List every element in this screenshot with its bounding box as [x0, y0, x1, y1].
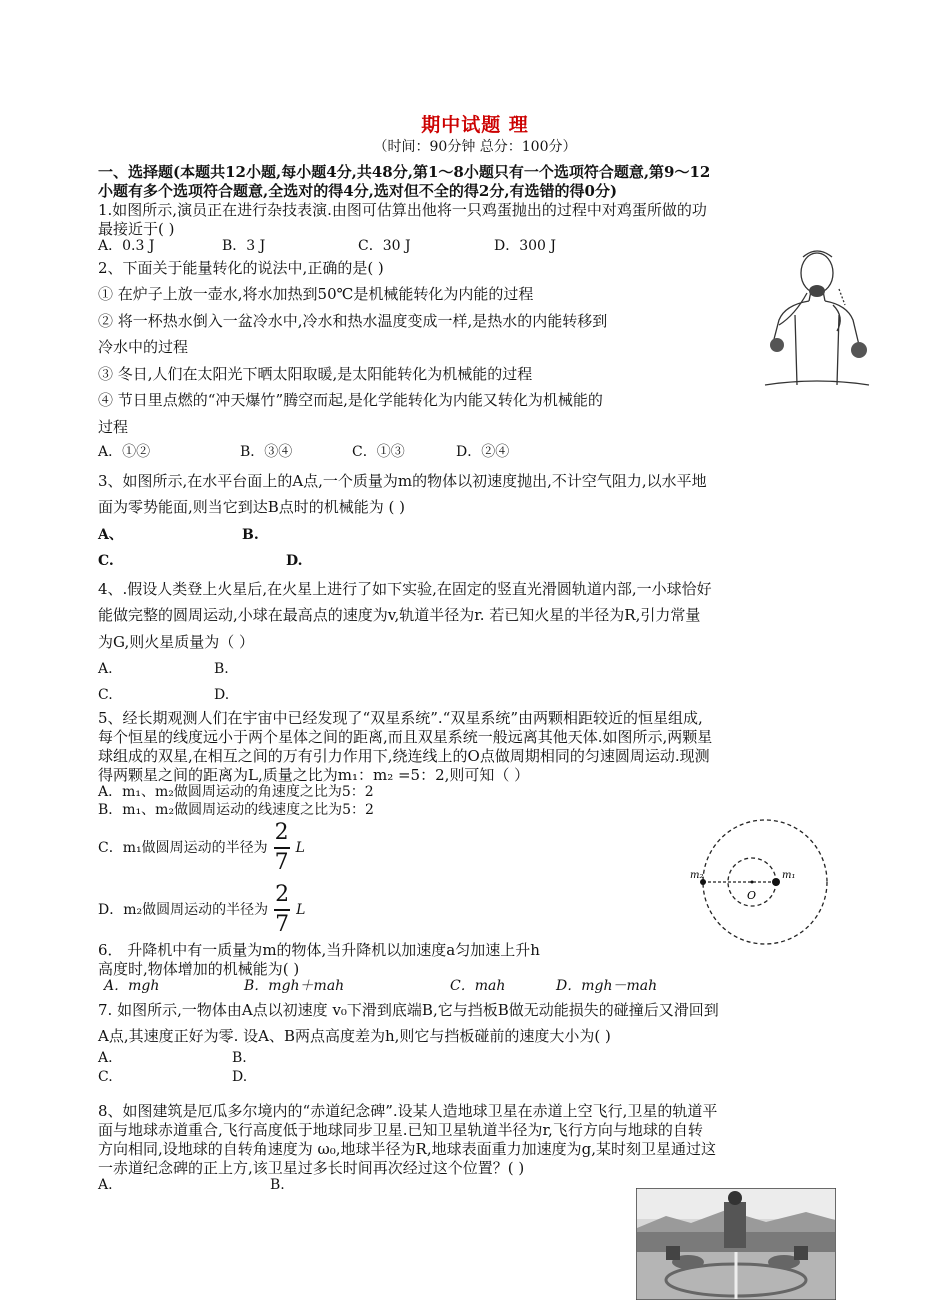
q2-option-d: D．②④	[456, 444, 510, 460]
q8-stem-line4: 一赤道纪念碑的正上方,该卫星过多长时间再次经过这个位置？( )	[98, 1159, 525, 1177]
q2-statement-1: ① 在炉子上放一壶水,将水加热到50℃是机械能转化为内能的过程	[98, 285, 534, 303]
page-title: 期中试题 理	[421, 114, 529, 136]
q3-stem-line2: 面为零势能面,则当它到达B点时的机械能为 ( )	[98, 498, 406, 516]
length-symbol: L	[296, 902, 306, 918]
fraction	[274, 821, 290, 875]
q4-stem-line2: 能做完整的圆周运动,小球在最高点的速度为v,轨道半径为r. 若已知火星的半径为R,引力常量	[98, 606, 701, 624]
q5-stem-line3: 球组成的双星,在相互之间的万有引力作用下,绕连线上的O点做周期相同的匀速圆周运动.现测	[98, 747, 710, 765]
m1-label: m₁	[782, 870, 796, 881]
q3-stem-line1: 3、如图所示,在水平台面上的A点,一个质量为m的物体以初速度抛出,不计空气阻力,以水平地	[98, 472, 707, 490]
q1-option-b: B．3 J	[222, 238, 266, 254]
q2-option-a: A．①②	[98, 444, 151, 460]
exam-info: （时间：90分钟 总分：100分）	[373, 139, 577, 155]
fraction-denominator: 7	[274, 849, 289, 875]
fraction-denominator: 7	[275, 911, 290, 937]
center-o-label: O	[747, 889, 757, 902]
fraction-numerator: 2	[274, 820, 289, 846]
q5-option-b: B．m₁、m₂做圆周运动的线速度之比为5：2	[98, 802, 374, 818]
q8-stem-line1: 8、如图建筑是厄瓜多尔境内的“赤道纪念碑”.设某人造地球卫星在赤道上空飞行,卫星的轨道平	[98, 1102, 718, 1120]
q7-option-d: D.	[232, 1069, 248, 1085]
q7-stem-line1: 7. 如图所示,一物体由A点以初速度 v₀下滑到底端B,它与挡板B做无动能损失的碰撞后又滑回到	[98, 1001, 719, 1019]
juggler-figure	[755, 245, 875, 395]
q5-stem-line2: 每个恒星的线度远小于两个星体之间的距离,而且双星系统一般远离其他天体.如图所示,两颗星	[98, 728, 713, 746]
q6-option-a: A．mgh	[104, 978, 160, 994]
q5-option-c-text: C．m₁做圆周运动的半径为	[98, 840, 268, 856]
q2-statement-2-cont: 冷水中的过程	[98, 338, 189, 356]
q6-stem-line1: 6． 升降机中有一质量为m的物体,当升降机以加速度a匀加速上升h	[98, 941, 540, 959]
length-symbol: L	[295, 840, 305, 856]
q1-stem-line2: 最接近于( )	[98, 220, 175, 238]
q3-option-b: B.	[242, 527, 259, 543]
q8-option-b: B.	[270, 1177, 285, 1193]
q4-option-a: A.	[98, 661, 113, 677]
q1-option-c: C．30 J	[358, 238, 411, 254]
section-header-line2: 小题有多个选项符合题意,全选对的得4分,选对但不全的得2分,有选错的得0分)	[98, 182, 618, 200]
q2-statement-2: ② 将一杯热水倒入一盆冷水中,冷水和热水温度变成一样,是热水的内能转移到	[98, 312, 608, 330]
q2-statement-4: ④ 节日里点燃的“冲天爆竹”腾空而起,是化学能转化为内能又转化为机械能的	[98, 391, 603, 409]
q3-option-c: C.	[98, 553, 114, 569]
q5-option-a: A．m₁、m₂做圆周运动的角速度之比为5：2	[98, 784, 374, 800]
q5-option-c	[98, 820, 305, 876]
q8-option-a: A.	[98, 1177, 113, 1193]
fraction-numerator: 2	[275, 882, 290, 908]
q2-option-b: B．③④	[240, 444, 293, 460]
equator-monument-photo	[636, 1188, 836, 1300]
q7-option-b: B.	[232, 1050, 247, 1066]
q7-option-c: C.	[98, 1069, 113, 1085]
q5-stem-line4: 得两颗星之间的距离为L,质量之比为m₁：m₂ =5：2,则可知（ ）	[98, 766, 530, 784]
q2-statement-4-cont: 过程	[98, 418, 129, 436]
q5-stem-line1: 5、经长期观测人们在宇宙中已经发现了“双星系统”.“双星系统”由两颗相距较近的恒星组成,	[98, 709, 703, 727]
q6-option-d: D．mgh－mah	[556, 978, 658, 994]
q7-stem-line2: A点,其速度正好为零. 设A、B两点高度差为h,则它与挡板碰前的速度大小为( )	[98, 1027, 611, 1045]
fraction	[274, 883, 290, 937]
q5-option-d	[98, 882, 305, 938]
q1-stem-line1: 1.如图所示,演员正在进行杂技表演.由图可估算出他将一只鸡蛋抛出的过程中对鸡蛋所做的功	[98, 201, 707, 219]
q1-option-a: A．0.3 J	[98, 238, 155, 254]
q2-option-c: C．①③	[352, 444, 405, 460]
binary-star-figure	[690, 815, 840, 950]
q7-option-a: A.	[98, 1050, 113, 1066]
section-header-line1: 一、选择题(本题共12小题,每小题4分,共48分,第1～8小题只有一个选项符合题意,第9～12	[98, 163, 711, 181]
q2-statement-3: ③ 冬日,人们在太阳光下晒太阳取暖,是太阳能转化为机械能的过程	[98, 365, 533, 383]
q6-option-b: B．mgh＋mah	[244, 978, 345, 994]
q4-stem-line3: 为G,则火星质量为（ ）	[98, 633, 254, 651]
q2-stem: 2、下面关于能量转化的说法中,正确的是( )	[98, 259, 384, 277]
q5-option-d-text: D．m₂做圆周运动的半径为	[98, 902, 269, 918]
q3-option-d: D.	[286, 553, 303, 569]
q3-option-a: A、	[98, 527, 123, 543]
q4-option-c: C.	[98, 687, 113, 703]
q8-stem-line3: 方向相同,设地球的自转角速度为 ω₀,地球半径为R,地球表面重力加速度为g,某时刻卫星通过这	[98, 1140, 716, 1158]
q4-stem-line1: 4、.假设人类登上火星后,在火星上进行了如下实验,在固定的竖直光滑圆轨道内部,一小球恰好	[98, 580, 712, 598]
q6-option-c: C．mah	[450, 978, 506, 994]
m2-label: m₂	[690, 870, 704, 881]
q8-stem-line2: 面与地球赤道重合,飞行高度低于地球同步卫星.已知卫星轨道半径为r,飞行方向与地球的自转	[98, 1121, 703, 1139]
q4-option-b: B.	[214, 661, 229, 677]
q6-stem-line2: 高度时,物体增加的机械能为( )	[98, 960, 300, 978]
q1-option-d: D．300 J	[494, 238, 557, 254]
q4-option-d: D.	[214, 687, 230, 703]
